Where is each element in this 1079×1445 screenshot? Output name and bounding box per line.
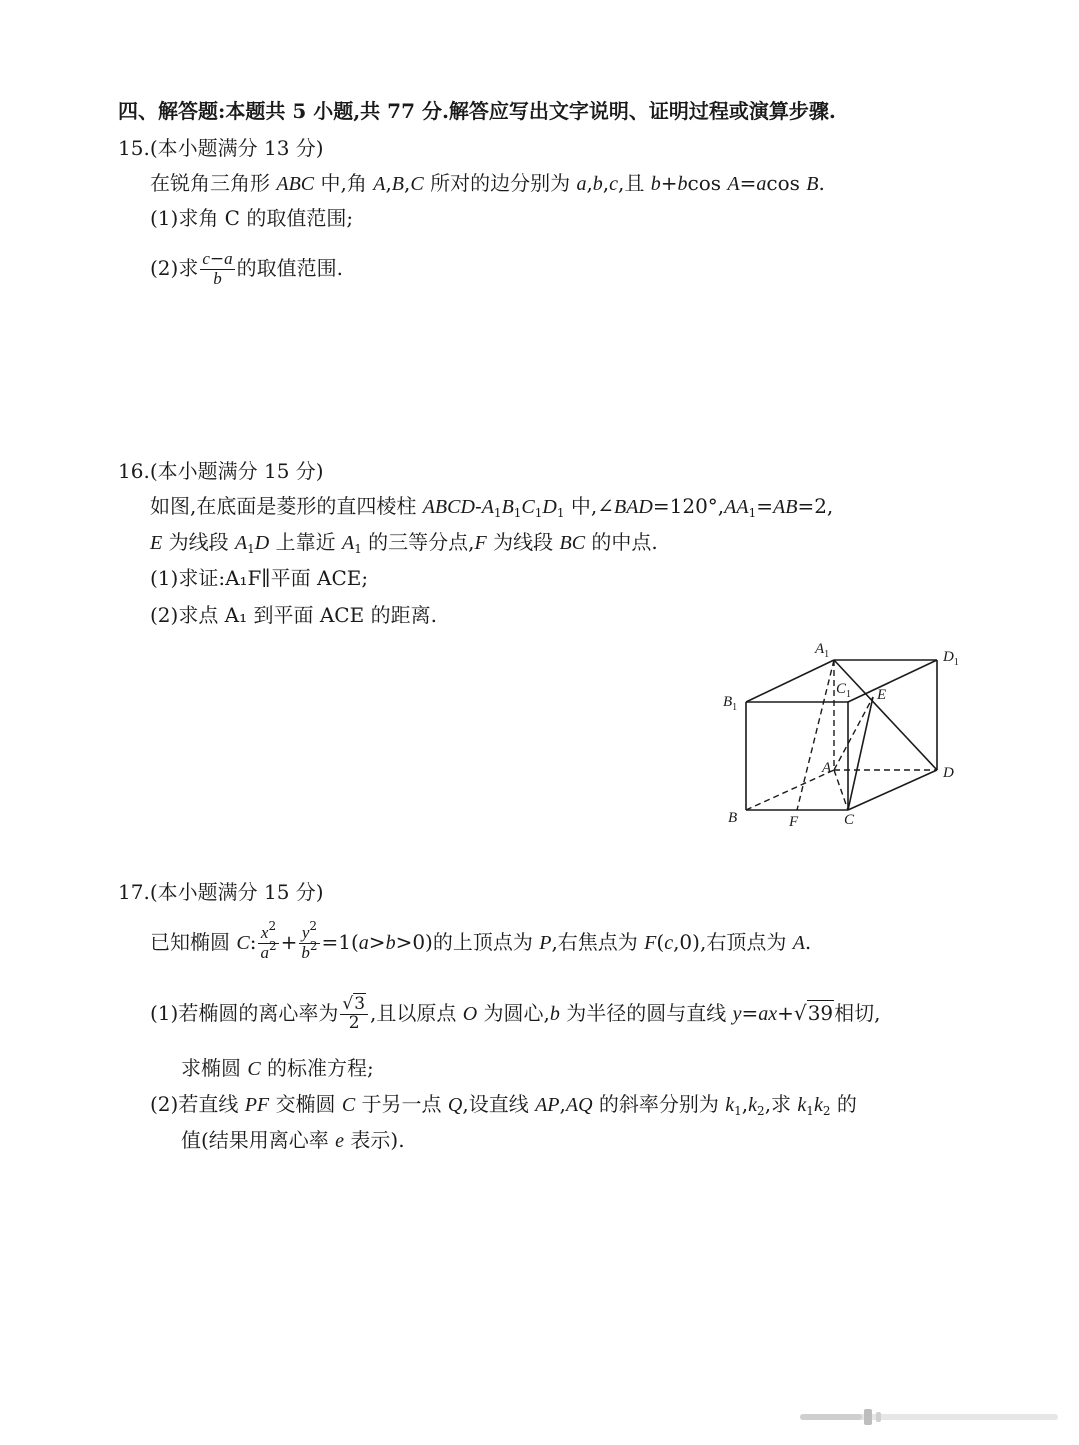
label-b: B bbox=[728, 810, 738, 826]
edge-cd bbox=[848, 770, 937, 810]
q15-score: (本小题满分 13 分) bbox=[149, 136, 324, 160]
q16-stem-line2: E 为线段 $A_1D$ 上靠近 $A_1$ 的三等分点,F 为线段 BC 的中点. bbox=[150, 530, 658, 556]
segment-ac bbox=[834, 770, 848, 810]
edge-c1d1 bbox=[848, 660, 937, 702]
fraction-c-minus-a-over-b: $\frac{c-a}{b}$ bbox=[202, 249, 233, 288]
label-f: F bbox=[789, 814, 799, 830]
horizontal-scrollbar[interactable] bbox=[800, 1408, 1058, 1426]
edge-ab bbox=[746, 770, 834, 810]
scrollbar-left-segment bbox=[800, 1414, 862, 1420]
scrollbar-thumb bbox=[864, 1409, 872, 1425]
prism-figure bbox=[715, 632, 975, 832]
q17-score: (本小题满分 15 分) bbox=[149, 880, 324, 904]
q17-stem: 已知椭圆 C: $\frac{x^2}{a^2}$ + $\frac{y^2}{b^2}$ =1(a>b>0)的上顶点为 P,右焦点为 F(c,0),右顶点为 A. bbox=[150, 919, 812, 962]
q16-part2: (2)求点 A₁ 到平面 ACE 的距离. bbox=[150, 603, 437, 627]
label-b1: $B_1$ bbox=[723, 694, 738, 713]
label-d1: $D_1$ bbox=[943, 649, 959, 668]
segment-ae bbox=[834, 697, 873, 770]
q17-number: 17. bbox=[118, 880, 150, 904]
label-d: D bbox=[943, 765, 954, 781]
q17-part1: (1)若椭圆的离心率为 $\frac{√3}{2}$ ,且以原点 O 为圆心,b 为半径的圆与直线 y=ax+√39相切, bbox=[150, 994, 881, 1033]
label-a: A bbox=[822, 760, 832, 776]
q17-part2-line2: 值(结果用离心率 e 表示). bbox=[181, 1128, 405, 1152]
fraction-x2-over-a2: $\frac{x^2}{a^2}$ bbox=[260, 919, 277, 962]
q17-header bbox=[118, 880, 324, 904]
label-e: E bbox=[877, 687, 887, 703]
q16-number: 16. bbox=[118, 459, 150, 483]
q16-score: (本小题满分 15 分) bbox=[149, 459, 324, 483]
label-a1: $A_1$ bbox=[815, 641, 830, 660]
fraction-sqrt3-over-2: $\frac{√3}{2}$ bbox=[340, 996, 368, 1033]
q15-part2: (2)求 $\frac{c-a}{b}$ 的取值范围. bbox=[150, 249, 343, 288]
q17-part1-cont: 求椭圆 C 的标准方程; bbox=[181, 1056, 374, 1080]
segment-a1f bbox=[797, 660, 834, 810]
q16-stem-line1: 如图,在底面是菱形的直四棱柱 ABCD-$A_1B_1C_1D_1$ 中$,\angle BAD=120^\circ,AA_1=AB=2$, bbox=[150, 494, 834, 520]
q16-part1: (1)求证:A₁F∥平面 ACE; bbox=[150, 566, 369, 590]
edge-a1d bbox=[834, 660, 937, 770]
segment-ec bbox=[848, 697, 873, 810]
label-c: C bbox=[844, 812, 855, 828]
label-c1: $C_1$ bbox=[836, 681, 852, 700]
q15-number: 15. bbox=[118, 136, 150, 160]
edge-b1a1 bbox=[746, 660, 834, 702]
section-heading: 四、解答题:本题共 5 小题,共 77 分.解答应写出文字说明、证明过程或演算步骤. bbox=[118, 99, 836, 123]
fraction-y2-over-b2: $\frac{y^2}{b^2}$ bbox=[301, 919, 318, 962]
q15-stem: 在锐角三角形 ABC 中,角 A,B,C 所对的边分别为 a,b,c,且 b+bcos A=acos B. bbox=[150, 171, 825, 195]
q17-part2-line1: (2)若直线 PF 交椭圆 C 于另一点 Q,设直线 AP,AQ 的斜率分别为 $k_1,k_2$,求 $k_1k_2$ 的 bbox=[150, 1092, 857, 1118]
scrollbar-thumb-grip bbox=[876, 1412, 881, 1422]
q15-part1: (1)求角 C 的取值范围; bbox=[150, 206, 354, 230]
q15-header bbox=[118, 136, 324, 160]
q16-header bbox=[118, 459, 324, 483]
